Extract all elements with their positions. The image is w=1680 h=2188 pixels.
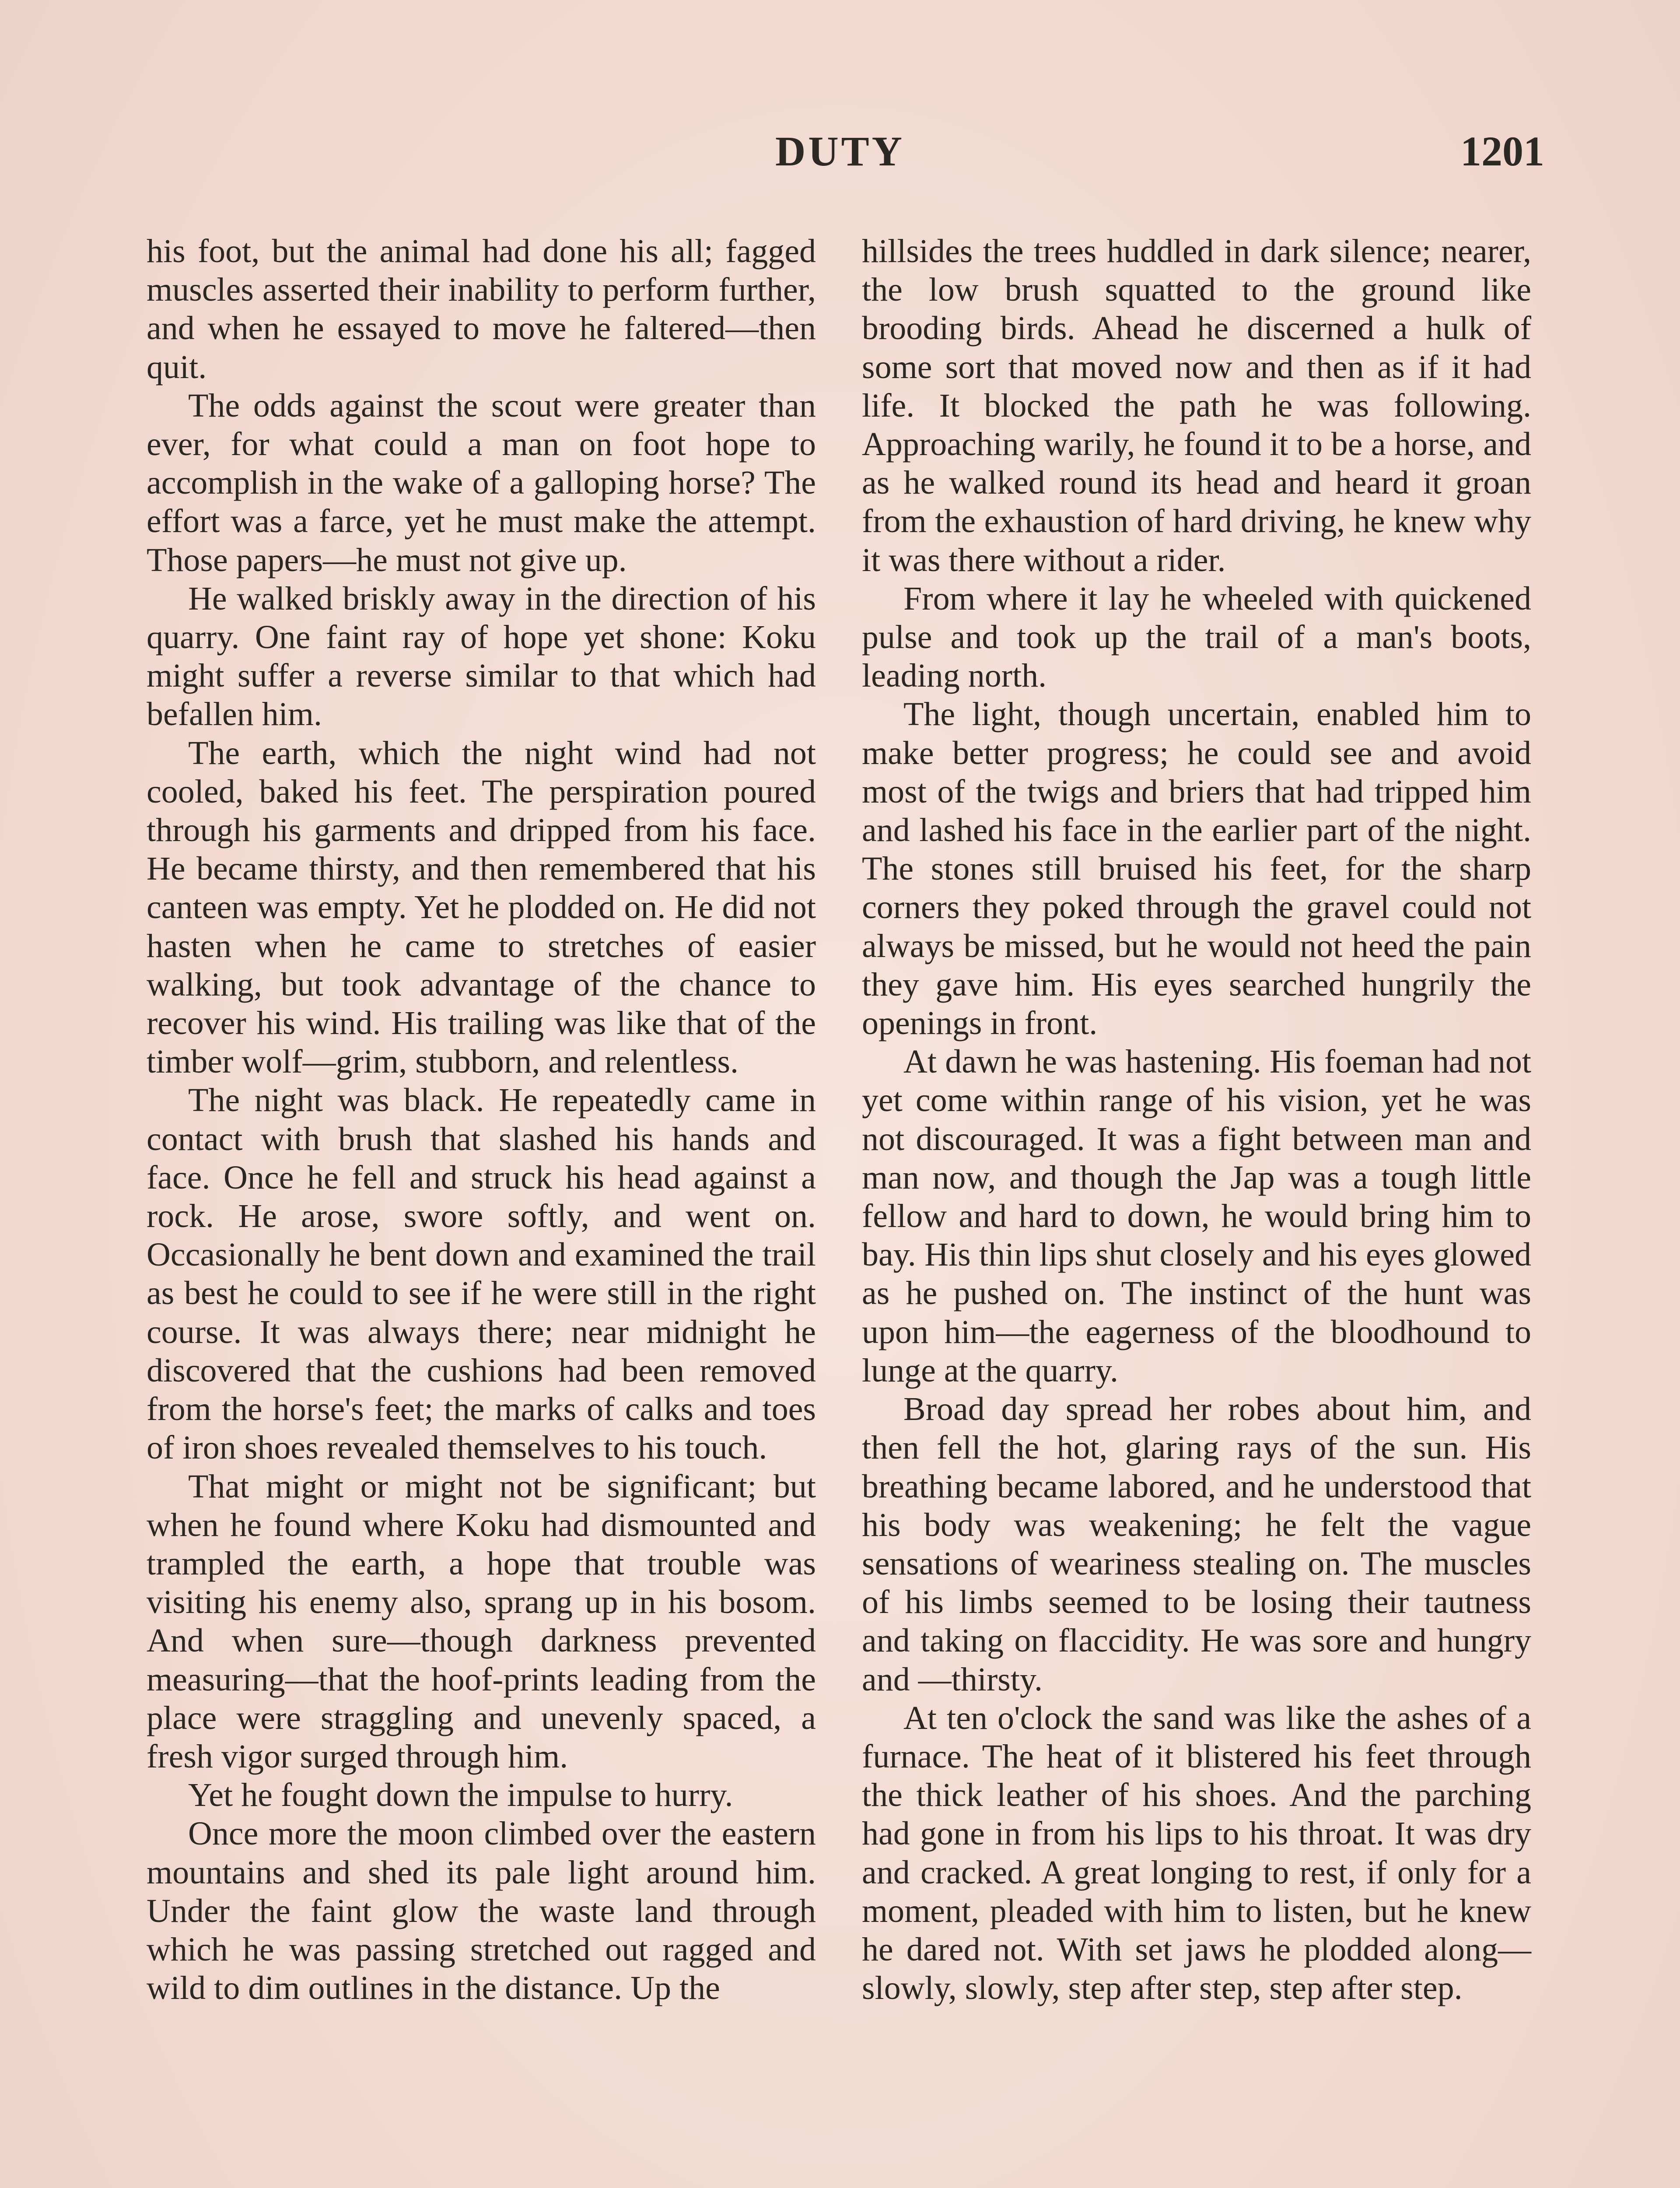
left-text-column: [147, 232, 816, 2007]
paragraph: The earth, which the night wind had not cooled, baked his feet. The perspiration poured through his garments and dripped from his face. He became thirsty, and then remembered that his canteen was empty. Yet he plodded on. He did not hasten when he came to stretches of easier walking, but took advantage of the chance to recover his wind. His trailing was like that of the timber wolf—grim, stubborn, and relentless.: [147, 734, 816, 1080]
paragraph: his foot, but the animal had done his all; fagged muscles asserted their inability to perform further, and when he essayed to move he faltered—then quit.: [147, 233, 816, 386]
paragraph: He walked briskly away in the direction of his quarry. One faint ray of hope yet shone: Koku might suffer a reverse similar to that which had befallen him.: [147, 580, 816, 733]
paragraph: Broad day spread her robes about him, and then fell the hot, glaring rays of the sun. His breathing became labored, and he understood that his body was weakening; he felt the vague sensations of weariness stealing on. The muscles of his limbs seemed to be losing their tautness and taking on flaccidity. He was sore and hungry and —thirsty.: [862, 1391, 1531, 1698]
paragraph: hillsides the trees huddled in dark silence; nearer, the low brush squatted to the ground like brooding birds. Ahead he discerned a hulk of some sort that moved now and then as if it had life. It blocked the path he was following. Approaching warily, he found it to be a horse, and as he walked round its head and heard it groan from the exhaustion of hard driving, he knew why it was there without a rider.: [862, 233, 1531, 579]
paragraph: At ten o'clock the sand was like the ashes of a furnace. The heat of it blistered his feet through the thick leather of his shoes. And the parching had gone in from his lips to his throat. It was dry and cracked. A great longing to rest, if only for a moment, pleaded with him to listen, but he knew he dared not. With set jaws he plodded along—slowly, slowly, step after step, step after step.: [862, 1699, 1531, 2007]
paragraph: From where it lay he wheeled with quickened pulse and took up the trail of a man's boots, leading north.: [862, 580, 1531, 694]
paragraph: That might or might not be significant; but when he found where Koku had dismounted and trampled the earth, a hope that trouble was visiting his enemy also, sprang up in his bosom. And when sure—though darkness prevented measuring—that the hoof-prints leading from the place were straggling and unevenly spaced, a fresh vigor surged through him.: [147, 1468, 816, 1775]
paragraph: Yet he fought down the impulse to hurry.: [188, 1777, 733, 1814]
paragraph: The odds against the scout were greater than ever, for what could a man on foot hope to accomplish in the wake of a galloping horse? The effort was a farce, yet he must make the attempt. Those papers—he must not give up.: [147, 387, 816, 579]
page-number: 1201: [1460, 128, 1544, 175]
paragraph: At dawn he was hastening. His foeman had not yet come within range of his vision, yet he was not discouraged. It was a fight between man and man now, and though the Jap was a tough little fellow and hard to down, he would bring him to bay. His thin lips shut closely and his eyes glowed as he pushed on. The instinct of the hunt was upon him—the eagerness of the bloodhound to lunge at the quarry.: [862, 1043, 1531, 1389]
paragraph: The night was black. He repeatedly came in contact with brush that slashed his hands and face. Once he fell and struck his head against a rock. He arose, swore softly, and went on. Occasionally he bent down and examined the trail as best he could to see if he were still in the right course. It was always there; near midnight he discovered that the cushions had been removed from the horse's feet; the marks of calks and toes of iron shoes revealed themselves to his touch.: [147, 1082, 816, 1466]
paragraph: Once more the moon climbed over the eastern mountains and shed its pale light around him. Under the faint glow the waste land through which he was passing stretched out ragged and wild to dim outlines in the distance. Up the: [147, 1815, 816, 2007]
right-text-column: [862, 232, 1531, 2007]
running-title: DUTY: [775, 128, 905, 175]
paragraph: The light, though uncertain, enabled him to make better progress; he could see and avoid most of the twigs and briers that had tripped him and lashed his face in the earlier part of the night. The stones still bruised his feet, for the sharp corners they poked through the gravel could not always be missed, but he would not heed the pain they gave him. His eyes searched hungrily the openings in front.: [862, 696, 1531, 1042]
